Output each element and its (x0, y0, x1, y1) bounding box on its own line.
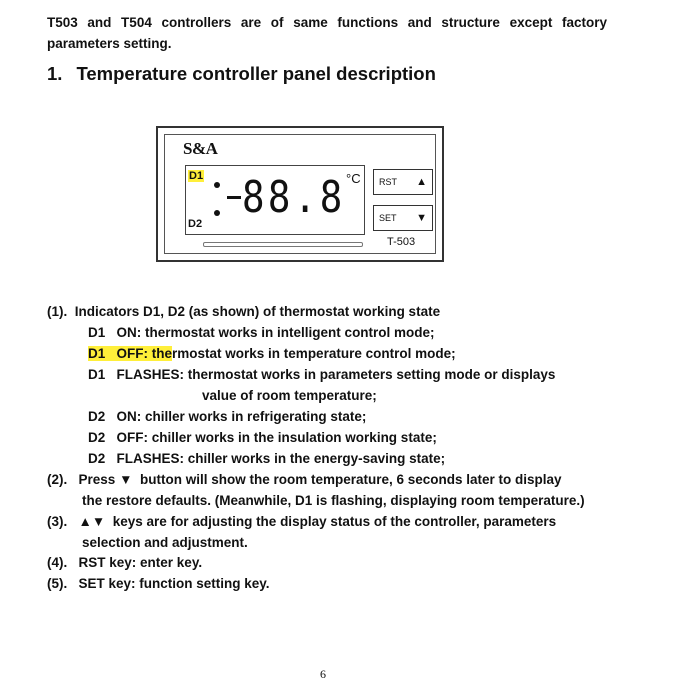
item-number: (3). (47, 514, 68, 529)
list-item-2: (2). Press ▼ button will show the room temperature, 6 seconds later to display (47, 472, 562, 487)
list-item-5 (47, 574, 270, 594)
panel-slot-bar (203, 242, 363, 247)
item-text: keys are for adjusting the display status of the controller, parameters (112, 514, 557, 529)
item-text: OFF: chiller works in the insulation working state; (116, 430, 437, 445)
d1-indicator-label: D1 (189, 170, 204, 182)
list-item-d1-on (88, 323, 435, 343)
list-item-d1-flashes-cont: value of room temperature; (202, 388, 377, 403)
seven-segment-digits: 88.8 (242, 172, 346, 223)
d2-indicator-label: D2 (188, 218, 203, 230)
indicator-code: D2 (88, 451, 106, 466)
list-item-d2-off (88, 428, 437, 448)
indicator-code: D2 (88, 409, 106, 424)
item-text: ON: thermostat works in intelligent control mode; (116, 325, 435, 340)
item-text: SET key: function setting key. (78, 576, 270, 591)
item-text: RST key: enter key. (78, 555, 203, 570)
item-text: ON: chiller works in refrigerating state; (116, 409, 367, 424)
page-number: 6 (320, 667, 326, 681)
section-heading (47, 63, 436, 85)
item-text: FLASHES: thermostat works in parameters setting mode or displays (116, 367, 556, 382)
unit-label: °C (346, 171, 361, 186)
rst-key (373, 169, 433, 195)
set-key (373, 205, 433, 231)
set-key-label: SET (379, 213, 397, 223)
d2-led-icon (214, 210, 220, 216)
list-item-d2-on (88, 407, 366, 427)
list-item-d2-flashes (88, 449, 445, 469)
highlighted-code: D1 OFF: the (88, 346, 173, 361)
down-arrow-icon: ▼ (416, 212, 427, 224)
lcd-display (185, 165, 365, 235)
item-text: FLASHES: chiller works in the energy-saving state; (116, 451, 446, 466)
item-number: (1). (47, 304, 68, 319)
list-item-4 (47, 553, 202, 573)
minus-segment-icon (227, 196, 241, 199)
list-item-d1-flashes (88, 365, 555, 385)
item-text: Indicators D1, D2 (as shown) of thermostat working state (74, 304, 441, 319)
down-arrow-icon: ▼ (119, 472, 133, 487)
controller-panel-figure (156, 126, 444, 262)
up-arrow-icon: ▲ (416, 176, 427, 188)
rst-key-label: RST (379, 177, 397, 187)
up-down-arrows-icon: ▲▼ (78, 514, 106, 529)
list-item-1 (47, 302, 440, 322)
item-number: (4). (47, 555, 68, 570)
section-number: 1. (47, 63, 63, 84)
indicator-code: D1 (88, 367, 106, 382)
section-title: Temperature controller panel description (76, 63, 436, 84)
d1-led-icon (214, 182, 220, 188)
list-item-3 (47, 512, 556, 532)
item-text: button will show the room temperature, 6 seconds later to display (139, 472, 562, 487)
item-number: (5). (47, 576, 68, 591)
item-text: rmostat works in temperature control mode; (172, 346, 456, 361)
indicator-code: D2 (88, 430, 106, 445)
intro-paragraph: T503 and T504 controllers are of same functions and structure except factory parameters setting. (47, 15, 607, 51)
panel-frame (164, 134, 436, 254)
item-number: (2). (47, 472, 68, 487)
list-item-2-cont: the restore defaults. (Meanwhile, D1 is flashing, displaying room temperature.) (82, 493, 585, 508)
brand-logo: S&A (183, 139, 218, 158)
model-label: T-503 (387, 236, 416, 248)
list-item-d1-off (88, 344, 456, 364)
indicator-code: D1 (88, 325, 106, 340)
list-item-3-cont: selection and adjustment. (82, 535, 248, 550)
